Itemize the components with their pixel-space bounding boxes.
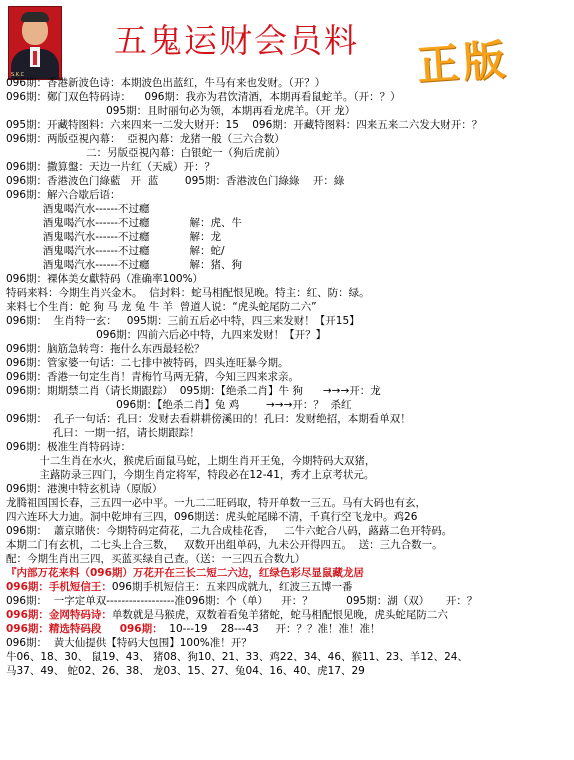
content-line: 配：今期生肖出三四，买蓝买绿自己查。（送：一三四五合数九） [6, 553, 306, 565]
content-line: 096期：管家婆一句话：二七排中被特码，四头连旺暴今期。 [6, 357, 289, 369]
content-line: 龙腾祖国国长春，三五四一必中平。一九二二旺码取，特开单数一三五。马有大码也有玄， [6, 497, 426, 509]
content-line: 096期：期期禁二肖（请长期跟踪） 095期：【绝杀二肖】牛 狗 →→→开：龙 [6, 385, 381, 397]
content-line: 096期：极准生肖特码诗： [6, 441, 132, 453]
content-line: 096期：【绝杀二肖】兔 鸡 →→→开：？ 杀红 [6, 399, 352, 411]
content-line: 『内部万花来料（096期）万花开在三长二短二六边，红绿色彩尽显鼠藏龙居 [6, 567, 364, 579]
content-line: 马37、49、 蛇02、26、38、 龙03、15、27、兔04、16、40、虎17、29 [6, 665, 365, 677]
content-line: 096期： 生肖特一玄： 095期：三前五后必中特，四三来发财！【开15】 [6, 315, 360, 327]
content-line: 096期：脑筋急转弯：拖什么东西最轻松？ [6, 343, 205, 355]
content-line: 来料七个生肖：蛇 狗 马 龙 兔 牛 羊 曾道人说：“虎头蛇尾防二六” [6, 301, 317, 313]
content-line: 096期：裸体美女獻特码（准确率100%） [6, 273, 204, 285]
content-line: 096期： 蕭京賭侠：今期特码定荷花，二九合成桂花香， 二牛六蛇合八码，蕗蕗二色开特码。 [6, 525, 453, 537]
content-line: 酒鬼喝汽水------不过癮 解：虎、牛 [6, 217, 242, 229]
content-line: 096期： 孔子一句话：孔曰：发财去看耕耕傍溪田的！孔曰：发财绝招，本期看单双！ [6, 413, 411, 425]
content-line: 096期： 黄大仙提供【特码大包围】100%准！开？ [6, 637, 252, 649]
content-line: 酒鬼喝汽水------不过癮 [6, 203, 150, 215]
content-line: 酒鬼喝汽水------不过癮 解：蛇/ [6, 245, 225, 257]
content-line: 主蕗防录三四门，今期生肖定将军，特段必在12-41，秀才上京考状元。 [6, 469, 375, 481]
content-line: 二：另版亞視內幕：白银蛇一（狗后虎前） [6, 147, 286, 159]
content-line: 096期：四前六后必中特，九四来发财！【开？】 [6, 329, 327, 341]
content-line: 096期：解六合歇后语： [6, 189, 121, 201]
photo-caption: S.K.C [11, 72, 25, 78]
zhengban-stamp: 正版 [415, 34, 511, 91]
content-line: 096期：港澳中特玄机诗（原版） [6, 483, 163, 495]
content-line: 酒鬼喝汽水------不过癮 解：龙 [6, 231, 221, 243]
content-line: 096期：撒算盤：天边一片红（天威）开：？ [6, 161, 216, 173]
content-line: 096期：香港一句定生肖！青梅竹马两无猜，今知三四来求亲。 [6, 371, 300, 383]
content-line: 095期：且时丽句必为领，本期再看龙虎羊。（开 龙） [6, 105, 356, 117]
content-line: 096期：香港波色门綠藍 开 蓝 095期：香港波色门綠綠 开：綠 [6, 175, 345, 187]
content-line: 096期：香港新波色诗：本期波色出蓝红，牛马有来也发财。（开？） [6, 77, 326, 89]
content-line: 牛06、18、30、 鼠19、43、 猪08、狗10、21、33、鸡22、34、46、猴11、23、羊12、24、 [6, 651, 468, 663]
content-line: 本期二门有玄机，二七头上合三数， 双数开出组单码，九未公开得四五。 送：三九合数一。 [6, 539, 443, 551]
content-line: 四六连环大力迪。洞中乾坤有三四，096期送：虎头蛇尾睇不清，千真行空飞龙中。鸡26 [6, 511, 418, 523]
content-line: 096期： 一字定单双------------------准096期：个（单） 开：？ 095期：湖（双） 开：？ [6, 595, 478, 607]
content-line: 096期：两版亞視內幕： 亞視內幕：龙猪一般（三六合数） [6, 133, 285, 145]
content-line: 095期：开藏特图料：六来四来一二发大财开：15 096期：开藏特图料：四来五来二六发大财开：？ [6, 119, 483, 131]
page-title: 五鬼运财会员料 [114, 21, 359, 60]
content-line: 酒鬼喝汽水------不过癮 解：猪、狗 [6, 259, 242, 271]
content-line: 十二生肖在水火，猴虎后面鼠马蛇，上期生肖开王兔，今期特码大双猪， [6, 455, 376, 467]
content-line: 096期：精选特码段 096期： 10---19 28---43 开：？？准！准！准！ [6, 623, 381, 635]
content-line: 孔曰：一期一招，请长期跟踪！ [6, 427, 200, 439]
content-line: 096期：手机短信王：096期手机短信王：五来四成就九，红波三五博一番 [6, 581, 353, 593]
content-line: 096期：鄭门双色特码诗： 096期：我亦为君饮清酒，本期再看鼠蛇羊。（开：？） [6, 91, 401, 103]
content-line: 特码来料：今期生肖兴金木。 信封料：蛇马相配恨见晚。特主：红、防：绿。 [6, 287, 370, 299]
content-line: 096期：金网特码诗：单数就是马猴虎，双数着看兔羊猪蛇，蛇马相配恨见晚，虎头蛇尾防二六 [6, 609, 448, 621]
